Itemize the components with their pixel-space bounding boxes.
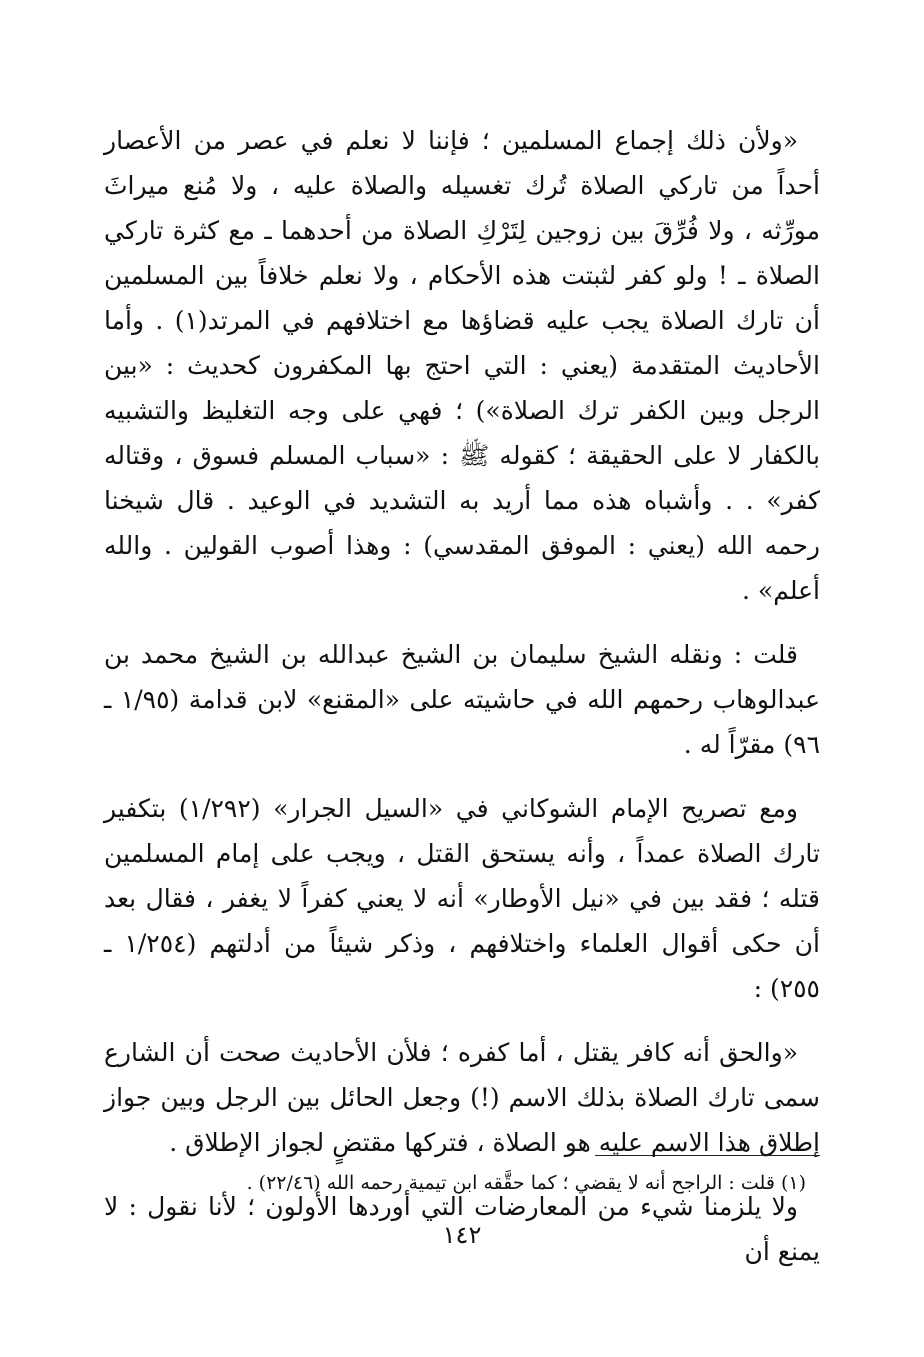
footnote-divider bbox=[595, 1155, 820, 1156]
footnote: (١) قلت : الراجح أنه لا يقضي ؛ كما حقَّقه ابن تيمية رحمه الله (٢٢/٤٦) . bbox=[246, 1172, 806, 1194]
paragraph-shawkani-quote: «والحق أنه كافر يقتل ، أما كفره ؛ فلأن الأحاديث صحت أن الشارع سمى تارك الصلاة بذلك الاسم (!) وجعل الحائل بين الرجل وبين جواز إطلاق هذا الاسم عليه هو الصلاة ، فتركها مقتضٍ لجواز الإطلاق . bbox=[104, 1038, 820, 1157]
paragraph-ijma-quote: «ولأن ذلك إجماع المسلمين ؛ فإننا لا نعلم في عصر من الأعصار أحداً من تاركي الصلاة تُرك تغسيله والصلاة عليه ، ولا مُنع ميراثَ مورِّثه ، ولا فُرِّقَ بين زوجين لِتَرْكِ الصلاة من أحدهما ـ مع كثرة تاركي الصلاة ـ ! ولو كفر لثبتت هذه الأحكام ، ولا نعلم خلافاً بين المسلمين أن تارك الصلاة يجب عليه قضاؤها مع اختلافهم في المرتد(١) . وأما الأحاديث المتقدمة (يعني : التي احتج بها المكفرون كحديث : «بين الرجل وبين الكفر ترك الصلاة») ؛ فهي على وجه التغليظ والتشبيه بالكفار لا على الحقيقة ؛ كقوله ﷺ : «سباب المسلم فسوق ، وقتاله كفر» . . وأشباه هذه مما أريد به التشديد في الوعيد . قال شيخنا رحمه الله (يعني : الموفق المقدسي) : وهذا أصوب القولين . والله أعلم» . bbox=[104, 126, 820, 605]
page-number: ١٤٢ bbox=[442, 1221, 482, 1249]
paragraph-sulayman-note: قلت : ونقله الشيخ سليمان بن الشيخ عبدالله بن الشيخ محمد بن عبدالوهاب رحمهم الله في حاشيته على «المقنع» لابن قدامة (١/٩٥ ـ ٩٦) مقرّاً له . bbox=[104, 640, 820, 759]
paragraph-continuation: ولا يلزمنا شيء من المعارضات التي أوردها الأولون ؛ لأنا نقول : لا يمنع أن bbox=[104, 1192, 820, 1266]
paragraph-shawkani: ومع تصريح الإمام الشوكاني في «السيل الجرار» (١/٢٩٢) بتكفير تارك الصلاة عمداً ، وأنه يستحق القتل ، ويجب على إمام المسلمين قتله ؛ فقد بين في «نيل الأوطار» أنه لا يعني كفراً لا يغفر ، فقال بعد أن حكى أقوال العلماء واختلافهم ، وذكر شيئاً من أدلتهم (١/٢٥٤ ـ ٢٥٥) : bbox=[104, 794, 820, 1003]
